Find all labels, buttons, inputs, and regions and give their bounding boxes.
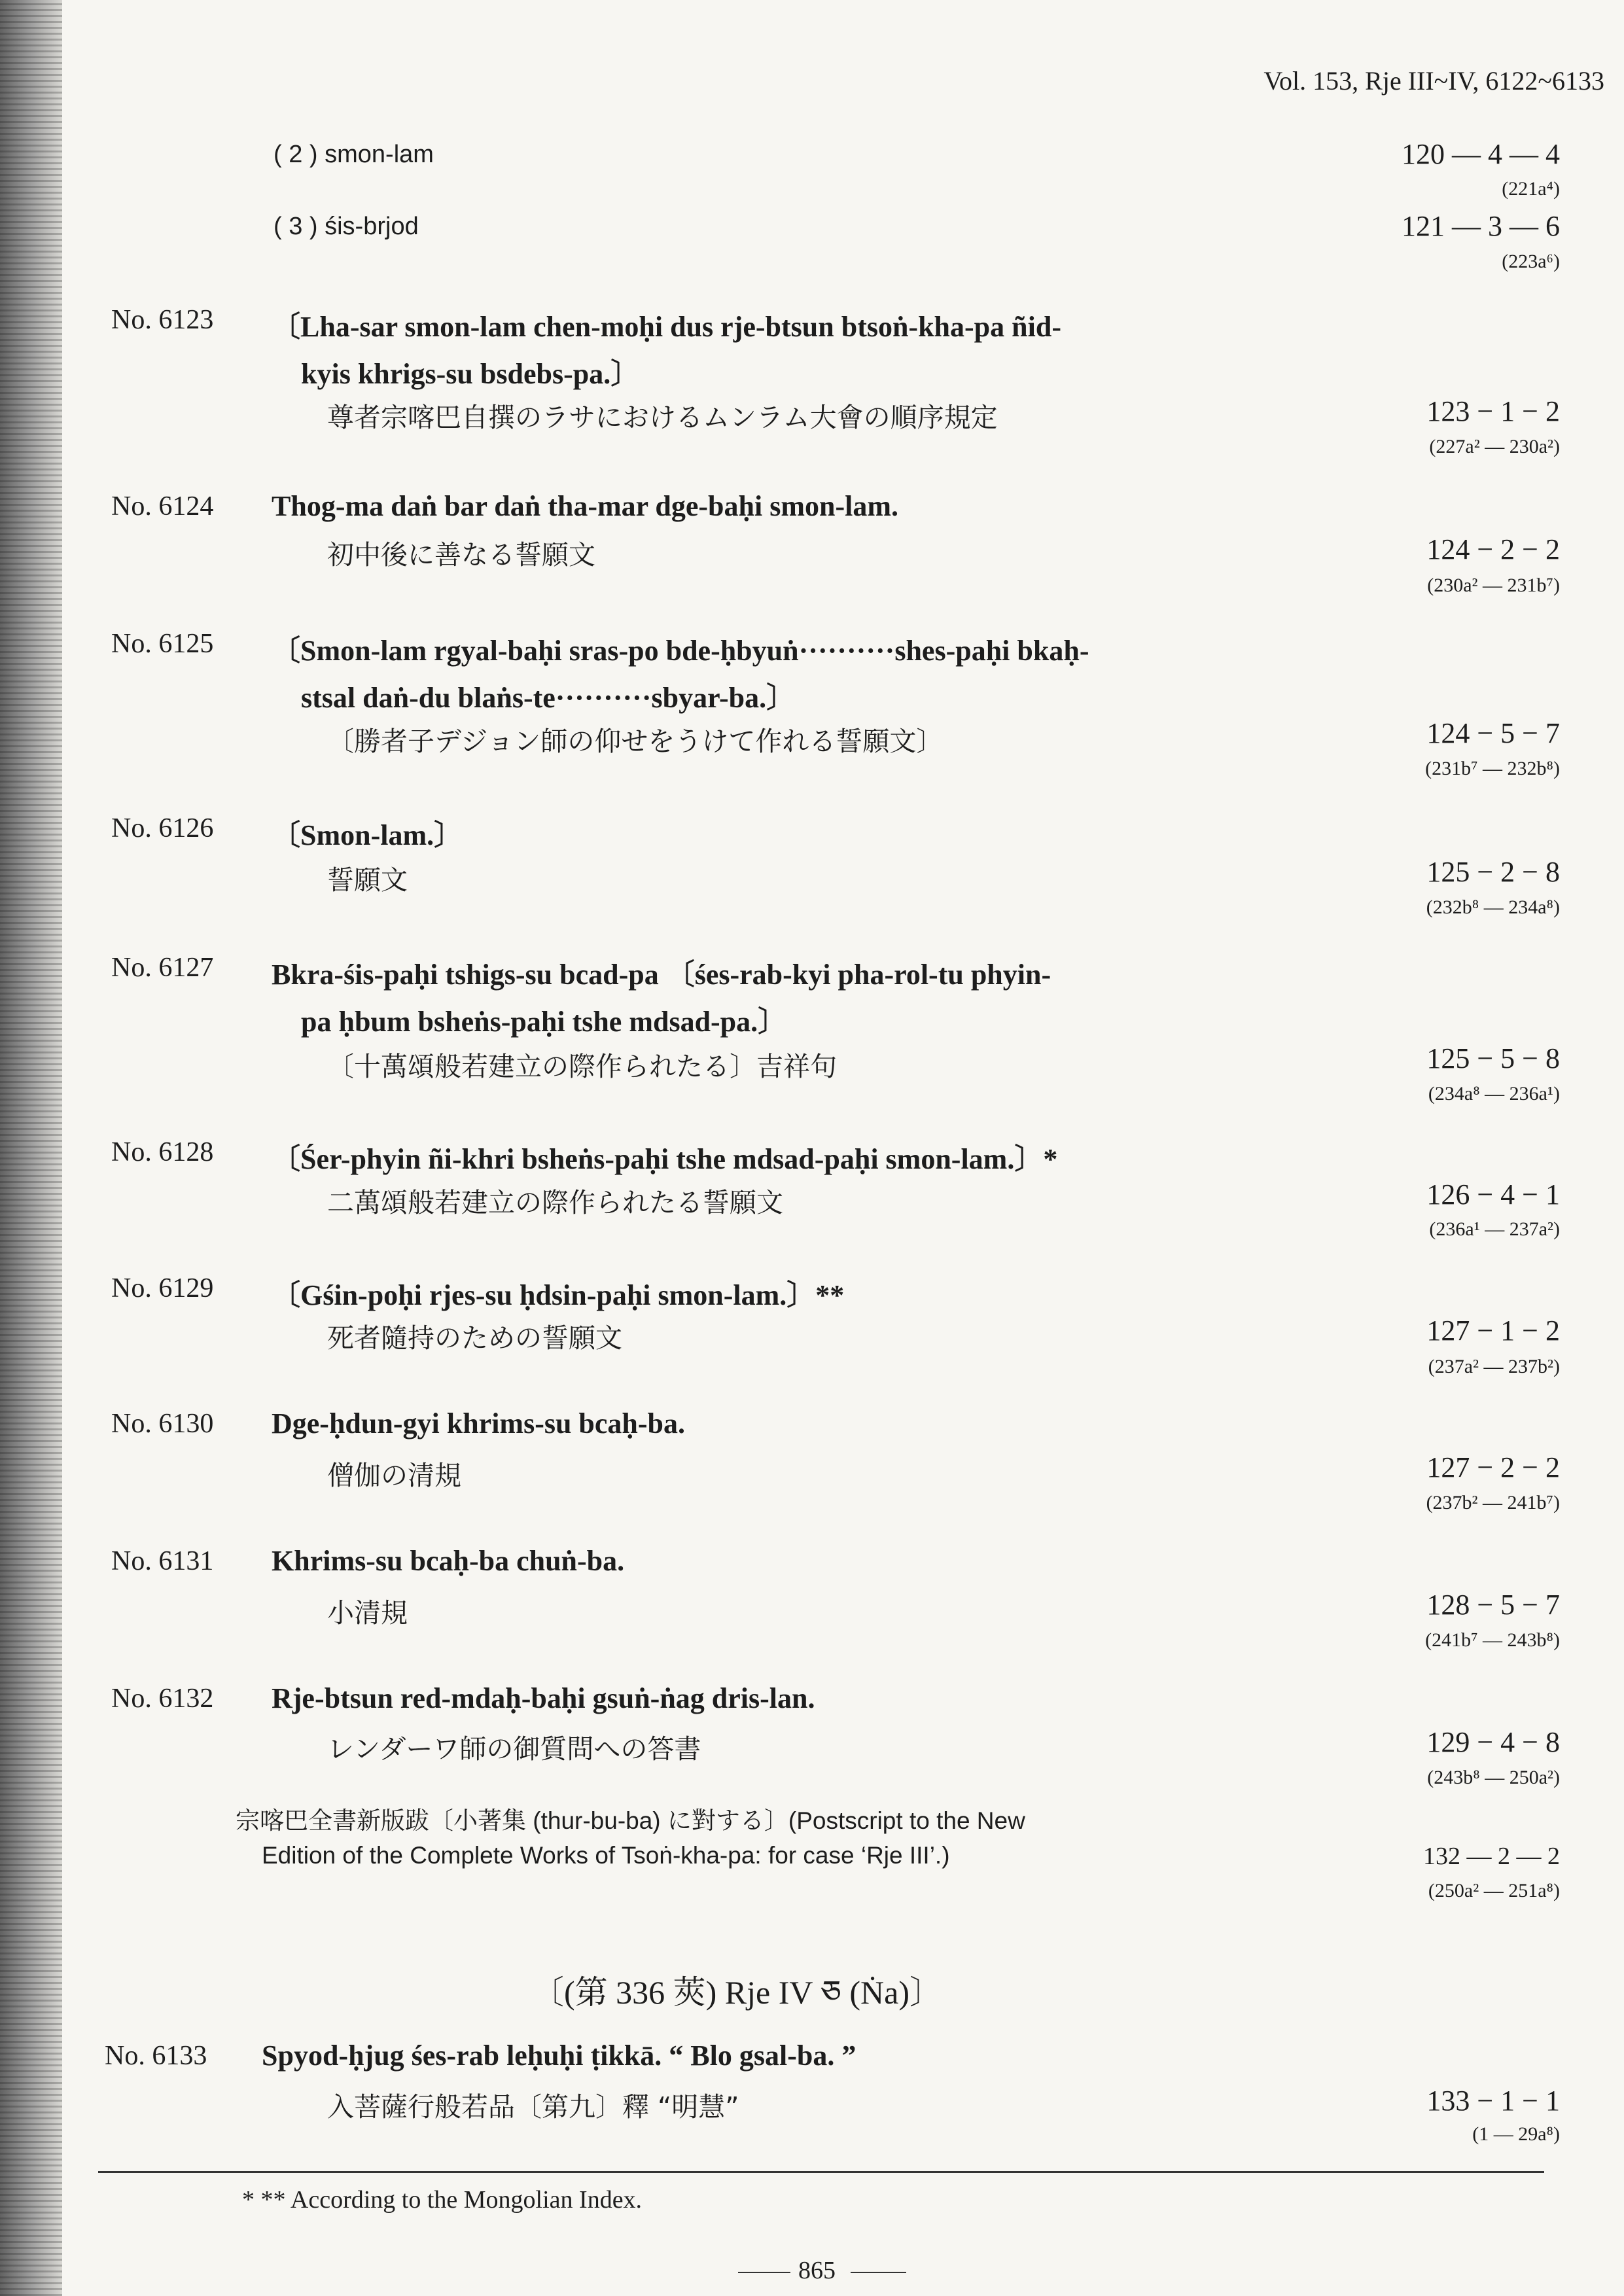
postscript-folio: (250a² — 251a⁸) (1428, 1880, 1560, 1901)
postscript-line: Edition of the Complete Works of Tsoṅ-kha-pa: for case ‘Rje III’.) (262, 1842, 950, 1869)
entry-folio: (237b² — 241b⁷) (1426, 1492, 1560, 1513)
entry-ref: 127 − 1 − 2 (1426, 1315, 1560, 1347)
entry-ref: 129 − 4 − 8 (1426, 1726, 1560, 1758)
entry-title: stsal daṅ-du blaṅs-te··········sbyar-ba.〕 (301, 682, 796, 714)
entry-title: 〔Smon-lam.〕 (272, 819, 463, 851)
entry-ref: 133 − 1 − 1 (1426, 2085, 1560, 2117)
entry-japanese: 死者隨持のための誓願文 (327, 1322, 622, 1354)
entry-folio: (232b⁸ — 234a⁸) (1426, 896, 1560, 918)
entry-ref: 125 − 2 − 8 (1426, 856, 1560, 888)
entry-number: No. 6125 (111, 629, 214, 659)
entry-japanese: 〔勝者子デジョン師の仰せをうけて作れる誓願文〕 (327, 726, 944, 757)
postscript-ref: 132 — 2 — 2 (1423, 1843, 1560, 1870)
page-number-dash-right (851, 2272, 906, 2273)
entry-title: Dge-ḥdun-gyi khrims-su bcaḥ-ba. (272, 1407, 686, 1439)
entry-number: No. 6132 (111, 1684, 214, 1714)
entry-title: Thog-ma daṅ bar daṅ tha-mar dge-baḥi smon-lam. (272, 490, 898, 522)
page-number: 865 (798, 2257, 836, 2284)
running-header: Vol. 153, Rje III~IV, 6122~6133 (1263, 66, 1604, 96)
section-heading: 〔(第 336 莢) Rje IV ཅ (Ṅa)〕 (531, 1974, 942, 2011)
entry-number: No. 6127 (111, 953, 214, 983)
entry-title: 〔Smon-lam rgyal-baḥi sras-po bde-ḥbyuṅ··········shes-paḥi bkaḥ- (272, 635, 1089, 667)
postscript-line: 宗喀巴全書新版跋〔小著集 (thur-bu-ba) に對する〕(Postscript to the New (236, 1807, 1025, 1834)
entry-japanese: 小清規 (327, 1597, 408, 1629)
entry-number: No. 6130 (111, 1409, 214, 1439)
entry-title: Rje-btsun red-mdaḥ-baḥi gsuṅ-ṅag dris-lan. (272, 1682, 815, 1714)
entry-ref: 128 − 5 − 7 (1426, 1589, 1560, 1621)
entry-folio: (243b⁸ — 250a²) (1427, 1767, 1560, 1788)
entry-japanese: レンダーワ師の御質問への答書 (327, 1733, 701, 1765)
entry-japanese: 初中後に善なる誓願文 (327, 539, 595, 571)
entry-title: 〔Śer-phyin ñi-khri bsheṅs-paḥi tshe mdsad-paḥi smon-lam.〕* (272, 1143, 1058, 1175)
entry-folio: (227a² — 230a²) (1429, 436, 1560, 457)
entry-ref: 124 − 2 − 2 (1426, 533, 1560, 565)
entry-ref: 126 − 4 − 1 (1426, 1178, 1560, 1210)
entry-ref: 123 − 1 − 2 (1426, 395, 1560, 427)
entry-number: No. 6124 (111, 491, 214, 521)
entry-title: 〔Gśin-poḥi rjes-su ḥdsin-paḥi smon-lam.〕** (272, 1279, 845, 1311)
entry-number: No. 6128 (111, 1137, 214, 1167)
page-number-dash-left (738, 2272, 790, 2273)
entry-folio: (230a² — 231b⁷) (1427, 574, 1560, 596)
sub-entry-folio: (221a⁴) (1502, 178, 1560, 200)
entry-title: pa ḥbum bsheṅs-paḥi tshe mdsad-pa.〕 (301, 1006, 787, 1038)
entry-folio: (236a¹ — 237a²) (1429, 1218, 1560, 1240)
entry-number: No. 6123 (111, 305, 214, 335)
entry-ref: 125 − 5 − 8 (1426, 1042, 1560, 1074)
entry-ref: 124 − 5 − 7 (1426, 717, 1560, 749)
footnote: * ** According to the Mongolian Index. (242, 2186, 643, 2214)
entry-title: kyis khrigs-su bsdebs-pa.〕 (301, 358, 640, 390)
footnote-rule (98, 2171, 1544, 2173)
sub-entry-ref: 121 — 3 — 6 (1402, 210, 1560, 242)
sub-entry-folio: (223a⁶) (1502, 251, 1560, 272)
entry-title: 〔Lha-sar smon-lam chen-moḥi dus rje-btsun btsoṅ-kha-pa ñid- (272, 311, 1061, 343)
entry-japanese: 尊者宗喀巴自撰のラサにおけるムンラム大會の順序規定 (327, 402, 998, 433)
entry-japanese: 入菩薩行般若品〔第九〕釋 “明慧” (327, 2091, 739, 2123)
entry-folio: (237a² — 237b²) (1428, 1356, 1560, 1377)
entry-number: No. 6129 (111, 1273, 214, 1303)
entry-japanese: 僧伽の清規 (327, 1460, 461, 1491)
entry-ref: 127 − 2 − 2 (1426, 1451, 1560, 1483)
entry-folio: (1 — 29a⁸) (1472, 2123, 1560, 2145)
sub-entry-label: ( 3 ) śis-brjod (274, 213, 419, 240)
entry-title: Khrims-su bcaḥ-ba chuṅ-ba. (272, 1545, 625, 1577)
entry-number: No. 6133 (105, 2041, 207, 2071)
entry-folio: (231b⁷ — 232b⁸) (1425, 758, 1560, 779)
entry-number: No. 6131 (111, 1546, 214, 1576)
scan-edge-shadow (0, 0, 62, 2296)
entry-japanese: 〔十萬頌般若建立の際作られたる〕吉祥句 (327, 1051, 837, 1082)
entry-japanese: 二萬頌般若建立の際作られたる誓願文 (327, 1187, 783, 1218)
entry-title: Spyod-ḥjug śes-rab leḥuḥi ṭikkā. “ Blo gsal-ba. ” (262, 2040, 856, 2072)
sub-entry-ref: 120 — 4 — 4 (1402, 138, 1560, 170)
entry-number: No. 6126 (111, 813, 214, 843)
entry-folio: (241b⁷ — 243b⁸) (1425, 1629, 1560, 1651)
sub-entry-label: ( 2 ) smon-lam (274, 141, 434, 168)
entry-folio: (234a⁸ — 236a¹) (1428, 1083, 1560, 1104)
entry-title: Bkra-śis-paḥi tshigs-su bcad-pa 〔śes-rab-kyi pha-rol-tu phyin- (272, 959, 1051, 991)
entry-japanese: 誓願文 (327, 864, 408, 896)
